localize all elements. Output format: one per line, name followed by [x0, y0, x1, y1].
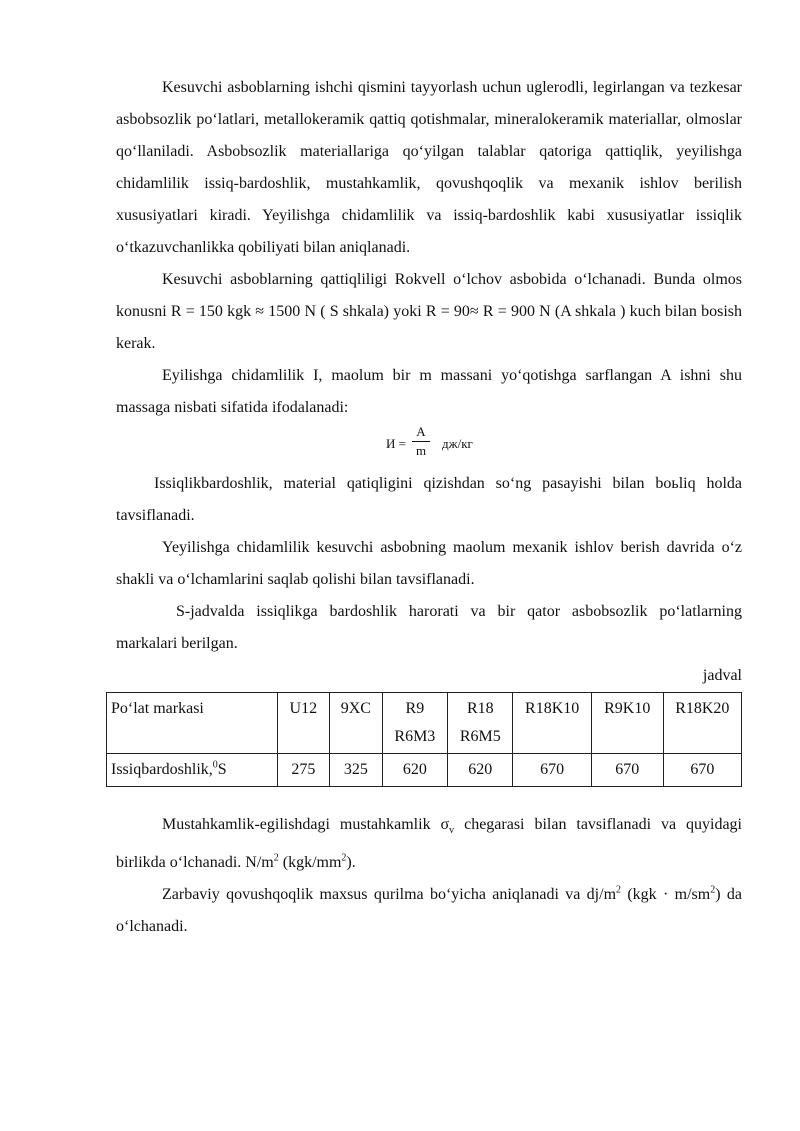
impact-text-a: Zarbaviy qovushqoqlik maxsus qurilma bo‘yicha aniqlanadi va dj/m [162, 886, 617, 904]
strength-text-d: ). [346, 854, 356, 872]
paragraph-wear-shape: Yeyilishga chidamlilik kesuvchi asbobning maolum mexanik ishlov berish davrida o‘z shakli va o‘lchamlarini saqlab qolishi bilan tavsiflanadi. [116, 539, 742, 588]
value-cell: 275 [277, 754, 330, 787]
paragraph-impact [116, 879, 742, 943]
degree-sup: 0 [212, 759, 218, 771]
header-cell: R9K10 [591, 693, 663, 754]
table-caption: jadval [702, 667, 742, 684]
formula-denominator: m [415, 443, 427, 458]
paragraph-strength [116, 809, 742, 879]
value-cell: 620 [448, 754, 513, 787]
header-cell: U12 [277, 693, 330, 754]
value-cell: 670 [513, 754, 591, 787]
formula-lhs: И = [386, 436, 406, 451]
strength-text-a: Mustahkamlik-egilishdagi mustahkamlik σ [162, 816, 450, 833]
spacer [116, 787, 742, 809]
document-page [111, 72, 742, 943]
unit-sup: 2 [710, 884, 716, 896]
header-label: Po‘lat markasi [107, 693, 278, 754]
table-header-row [107, 693, 742, 754]
unit-sup: 2 [273, 852, 279, 864]
value-cell: 670 [663, 754, 741, 787]
paragraph-heat-resistance: Issiqlikbardoshlik, material qatiqligini qizishdan so‘ng pasayishi bilan boьliq holda tavsiflanadi. [116, 475, 742, 524]
fraction-bar [412, 441, 430, 442]
header-cell: 9XC [330, 693, 383, 754]
value-cell: 325 [330, 754, 383, 787]
strength-text-b: chegarasi bilan tavsiflanadi va quyidagi birlikda o‘lchanadi. N/m [116, 816, 742, 872]
paragraph-table-intro: S-jadvalda issiqlikga bardoshlik harorati va bir qator asbobsozlik po‘latlarning markalari berilgan. [116, 603, 742, 652]
row-label-text: Issiqbardoshlik, [111, 761, 213, 778]
unit-sup: 2 [616, 884, 622, 896]
header-cell: R18K10 [513, 693, 591, 754]
row-label [107, 754, 278, 787]
row-label-unit: S [217, 761, 227, 778]
steel-grades-table [106, 692, 742, 787]
unit-sup: 2 [341, 852, 347, 864]
impact-text-b: (kgk · m/sm [621, 886, 711, 904]
value-cell: 620 [382, 754, 447, 787]
impact-text-c: ) da o‘lchanadi. [116, 886, 742, 936]
value-cell: 670 [591, 754, 663, 787]
strength-text-c: (kgk/mm [278, 854, 342, 872]
header-cell: R18K20 [663, 693, 741, 754]
wear-formula [116, 424, 742, 468]
sigma-subscript: v [449, 825, 455, 837]
formula-unit: дж/кг [442, 436, 473, 451]
header-cell: R9 R6M3 [382, 693, 447, 754]
paragraph-materials: Kesuvchi asboblarning ishchi qismini tayyorlash uchun uglerodli, legirlangan va tezkesar asbobsozlik po‘latlari, metallokeramik qattiq qotishmalar, mineralokeramik materiallar, olmoslar qo‘llaniladi. Asbobsozlik materiallariga qo‘yilgan talablar qatoriga qattiqlik, yeyilishga chidamlilik issiq-bardoshlik, mustahkamlik, qovushqoqlik va mexanik ishlov berilish xususiyatlari kiradi. Yeyilishga chidamlilik va issiq-bardoshlik kabi xususiyatlar issiqlik o‘tkazuvchanlikka qobiliyati bilan aniqlanadi. [116, 79, 742, 256]
paragraph-wear-resistance: Eyilishga chidamlilik I, maolum bir m massani yo‘qotishga sarflangan A ishni shu massaga nisbati sifatida ifodalanadi: [116, 367, 742, 416]
paragraph-hardness: Kesuvchi asboblarning qattiqliligi Rokvell o‘lchov asbobida o‘lchanadi. Bunda olmos konusni R = 150 kgk ≈ 1500 N ( S shkala) yoki R = 90≈ R = 900 N (A shkala ) kuch bilan bosish kerak. [116, 271, 742, 352]
header-cell: R18 R6M5 [448, 693, 513, 754]
formula-numerator: A [416, 424, 426, 439]
table-data-row [107, 754, 742, 787]
formula-fraction [412, 424, 430, 459]
